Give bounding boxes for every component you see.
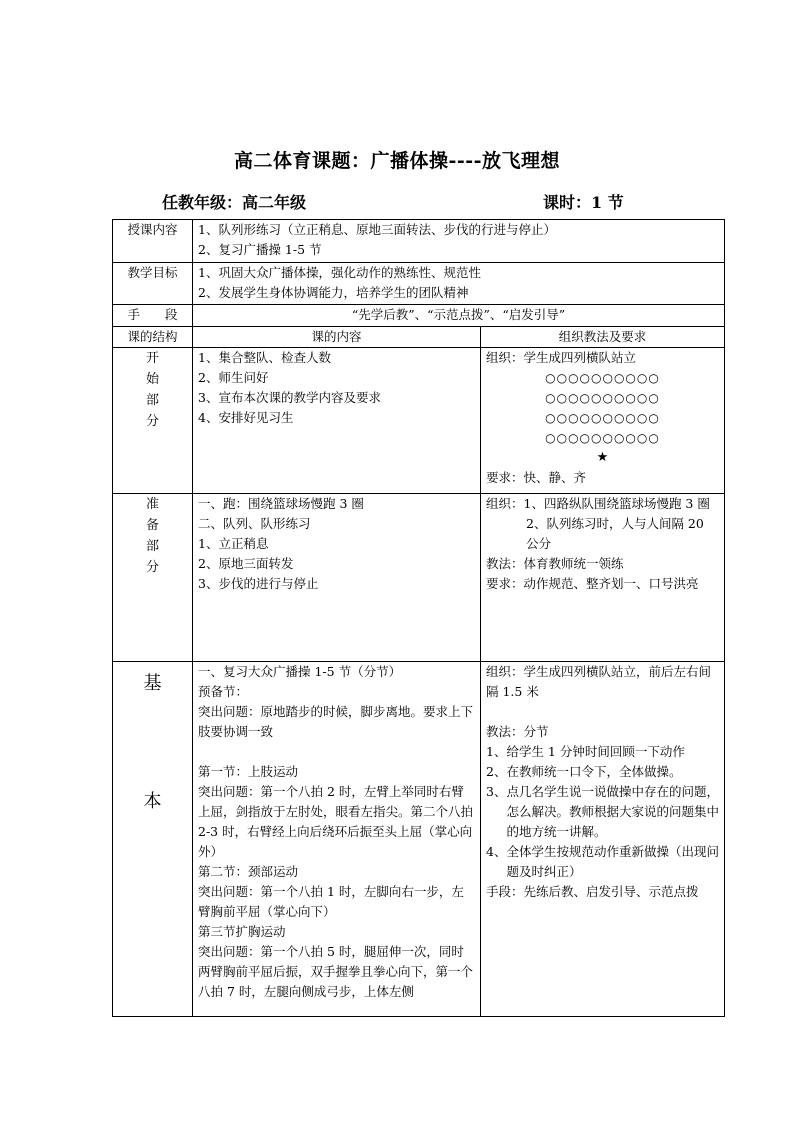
- basic-item: 第三节扩胸运动: [198, 924, 286, 939]
- teacher-star-icon: ★: [596, 450, 609, 465]
- lesson-plan-table: [112, 219, 725, 1017]
- grade-label: 任教年级：高二年级: [162, 193, 307, 212]
- label-char: 开: [145, 351, 159, 366]
- row-means: [113, 305, 725, 327]
- row-goal: [113, 263, 725, 305]
- content-item: 1、队列形练习（立正稍息、原地三面转法、步伐的行进与停止）: [198, 222, 556, 237]
- label-char: 部: [145, 539, 159, 554]
- row-label-content: 授课内容: [113, 220, 193, 263]
- label-char: 本: [143, 791, 162, 812]
- header-org: 组织教法及要求: [481, 327, 725, 348]
- formation-row: ○○○○○○○○○○: [545, 411, 660, 425]
- prep-content: [193, 494, 481, 662]
- means-text: “先学后教”、“示范点拨”、“启发引导”: [193, 305, 725, 327]
- basic-item: 突出问题：原地踏步的时候，脚步离地。要求上下肢要协调一致: [198, 704, 474, 739]
- start-item: 4、安排好见习生: [198, 410, 294, 425]
- start-item: 1、集合整队、检查人数: [198, 350, 331, 365]
- row-label-goal: 教学目标: [113, 263, 193, 305]
- formation-row: ○○○○○○○○○○: [545, 431, 660, 445]
- goal-cell: [193, 263, 725, 305]
- step-text: 全体学生按规范动作重新做操（出现问题及时纠正）: [506, 844, 719, 879]
- prep-item: 1、立正稍息: [198, 536, 269, 551]
- label-char: 基: [143, 673, 162, 694]
- start-org: [481, 348, 725, 494]
- row-header: [113, 327, 725, 348]
- goal-item: 1、巩固大众广播体操，强化动作的熟练性、规范性: [198, 265, 481, 280]
- formation-row: ○○○○○○○○○○: [545, 391, 660, 405]
- step-text: 点几名学生说一说做操中存在的问题，怎么解决。教师根据大家说的问题集中的地方统一讲解。: [506, 784, 719, 839]
- lesson-title: 高二体育课题：广播体操----放飞理想: [233, 150, 561, 172]
- formation-row: ○○○○○○○○○○: [545, 371, 660, 385]
- basic-item: 第一节：上肢运动: [198, 764, 299, 779]
- start-section-label: [113, 348, 193, 494]
- basic-section-label: [113, 662, 193, 1017]
- basic-spacer: [486, 702, 719, 722]
- basic-step: [486, 842, 719, 882]
- basic-method: 教法：分节: [486, 724, 549, 739]
- prep-org-line: 组织：1、四路纵队围绕篮球场慢跑 3 圈: [486, 496, 710, 511]
- content-cell: [193, 220, 725, 263]
- header-content: 课的内容: [193, 327, 481, 348]
- basic-item: 一、复习大众广播操 1-5 节（分节）: [198, 664, 402, 679]
- step-number: 3、: [486, 784, 507, 799]
- basic-org: [481, 662, 725, 1017]
- label-char: 分: [145, 414, 159, 429]
- basic-item: 突出问题：第一个八拍 1 时，左脚向右一步，左臂胸前平屈（掌心向下）: [198, 884, 464, 919]
- prep-org-line: 要求：动作规范、整齐划一、口号洪亮: [486, 576, 699, 591]
- basic-item: 突出问题：第一个八拍 5 时，腿屈伸一次，同时两臂胸前平屈后振，双手握拳且拳心向下，第一个八拍 7 时，左腿向侧成弓步，上体左侧: [198, 944, 474, 999]
- step-number: 4、: [486, 844, 507, 859]
- basic-item: 突出问题：第一个八拍 2 时，左臂上举同时右臂上屈，剑指放于左肘处，眼看左指尖。第二个八拍 2-3 时，右臂经上向后绕环后振至头上屈（掌心向外）: [198, 784, 474, 859]
- step-number: 1、: [486, 744, 507, 759]
- basic-org-head: 组织：学生成四列横队站立，前后左右间隔 1.5 米: [486, 664, 712, 699]
- prep-item: 一、跑：围绕篮球场慢跑 3 圈: [198, 496, 364, 511]
- start-requirement: 要求：快、静、齐: [486, 470, 587, 485]
- label-char: 始: [145, 372, 159, 387]
- start-org-head: 组织：学生成四列横队站立: [486, 350, 637, 365]
- basic-spacer: [198, 742, 475, 762]
- basic-item: 预备节：: [198, 684, 249, 699]
- step-text: 在教师统一口令下，全体做操。: [506, 764, 682, 779]
- basic-content: [193, 662, 481, 1017]
- label-char: 部: [145, 393, 159, 408]
- row-prep-section: [113, 494, 725, 662]
- row-label-means: 手 段: [113, 305, 193, 327]
- label-char: 分: [145, 560, 159, 575]
- prep-item: 3、步伐的进行与停止: [198, 576, 319, 591]
- row-content: [113, 220, 725, 263]
- label-char: 备: [145, 518, 159, 533]
- prep-org-line: 教法：体育教师统一领练: [486, 556, 624, 571]
- prep-org-line: 2、队列练习时，人与人间隔 20 公分: [526, 516, 704, 551]
- content-item: 2、复习广播操 1-5 节: [198, 242, 322, 257]
- goal-item: 2、发展学生身体协调能力，培养学生的团队精神: [198, 285, 469, 300]
- basic-step: [486, 782, 719, 842]
- basic-step: [486, 762, 719, 782]
- hours-label: 课时：1 节: [543, 193, 624, 212]
- basic-item: 第二节：颈部运动: [198, 864, 299, 879]
- prep-item: 二、队列、队形练习: [198, 516, 311, 531]
- prep-org: [481, 494, 725, 662]
- prep-section-label: [113, 494, 193, 662]
- step-text: 给学生 1 分钟时间回顾一下动作: [506, 744, 685, 759]
- start-item: 3、宣布本次课的教学内容及要求: [198, 390, 381, 405]
- basic-step: [486, 742, 719, 762]
- start-content: [193, 348, 481, 494]
- basic-means: 手段：先练后教、启发引导、示范点拨: [486, 884, 699, 899]
- header-structure: 课的结构: [113, 327, 193, 348]
- label-char: 准: [145, 497, 159, 512]
- prep-item: 2、原地三面转发: [198, 556, 294, 571]
- step-number: 2、: [486, 764, 507, 779]
- row-basic-section: [113, 662, 725, 1017]
- row-start-section: [113, 348, 725, 494]
- start-item: 2、师生问好: [198, 370, 269, 385]
